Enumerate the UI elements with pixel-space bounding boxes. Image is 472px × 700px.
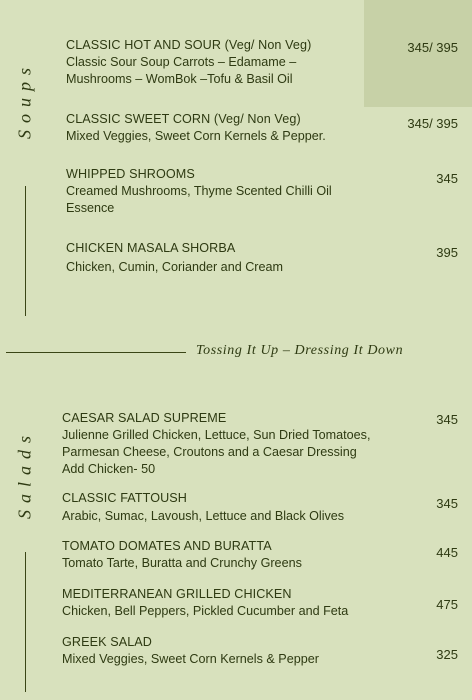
section-divider-line (6, 352, 186, 353)
item-price: 475 (436, 597, 458, 612)
salads-divider-line (25, 552, 26, 692)
item-price: 325 (436, 647, 458, 662)
salads-section-label: Salads (14, 429, 35, 520)
item-description: Chicken, Cumin, Coriander and Cream (66, 260, 283, 274)
item-name: CHICKEN MASALA SHORBA (66, 241, 236, 255)
item-name: TOMATO DOMATES AND BURATTA (62, 539, 272, 553)
item-name: CLASSIC HOT AND SOUR (Veg/ Non Veg) (66, 38, 312, 52)
item-description: Mixed Veggies, Sweet Corn Kernels & Pepper (62, 652, 319, 666)
item-description: Mixed Veggies, Sweet Corn Kernels & Pepper. (66, 129, 326, 143)
item-name: GREEK SALAD (62, 635, 152, 649)
item-price: 345 (436, 496, 458, 511)
item-description: Tomato Tarte, Buratta and Crunchy Greens (62, 556, 302, 570)
item-price: 345/ 395 (407, 116, 458, 131)
item-price: 345 (436, 171, 458, 186)
item-price: 395 (436, 245, 458, 260)
item-description: Classic Sour Soup Carrots – Edamame – Mushrooms – WomBok –Tofu & Basil Oil (66, 55, 297, 86)
item-description: Arabic, Sumac, Lavoush, Lettuce and Black Olives (62, 509, 345, 523)
item-description: Julienne Grilled Chicken, Lettuce, Sun Dried Tomatoes, Parmesan Cheese, Croutons and a Caesar Dressing Add Chicken- 50 (62, 428, 371, 476)
soups-section-label: Soups (14, 61, 35, 140)
item-name: MEDITERRANEAN GRILLED CHICKEN (62, 587, 292, 601)
item-name: CLASSIC FATTOUSH (62, 491, 187, 505)
soups-divider-line (25, 186, 26, 316)
item-price: 345/ 395 (407, 40, 458, 55)
item-price: 345 (436, 412, 458, 427)
item-name: CLASSIC SWEET CORN (Veg/ Non Veg) (66, 112, 301, 126)
item-price: 445 (436, 545, 458, 560)
salads-tagline: Tossing It Up – Dressing It Down (196, 343, 404, 358)
item-name: CAESAR SALAD SUPREME (62, 411, 227, 425)
item-description: Chicken, Bell Peppers, Pickled Cucumber and Feta (62, 604, 349, 618)
item-name: WHIPPED SHROOMS (66, 167, 195, 181)
item-description: Creamed Mushrooms, Thyme Scented Chilli Oil Essence (66, 184, 332, 215)
